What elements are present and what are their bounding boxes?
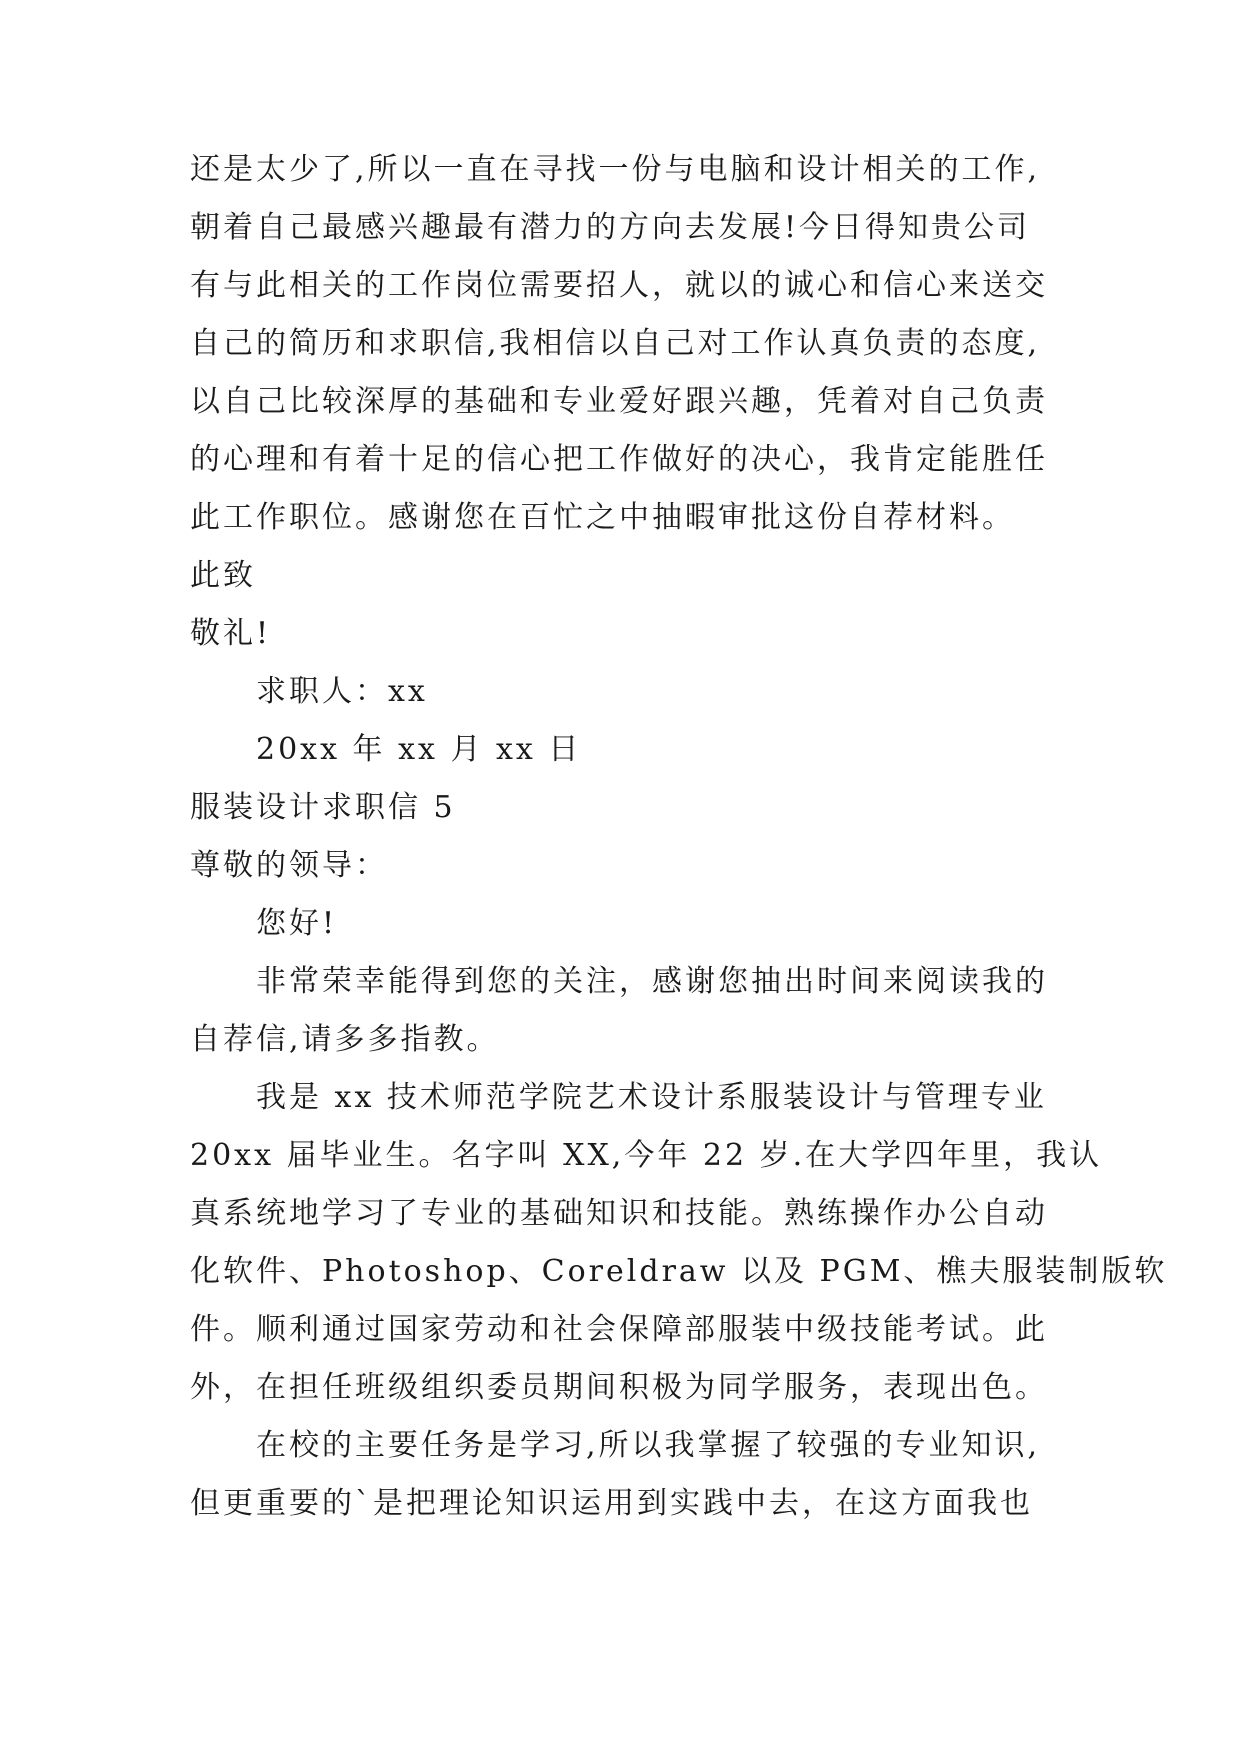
paragraph-line: 还是太少了,所以一直在寻找一份与电脑和设计相关的工作, [190,152,1041,187]
paragraph-line: 有与此相关的工作岗位需要招人，就以的诚心和信心来送交 [190,268,1048,303]
paragraph-line: 化软件、Photoshop、Coreldraw 以及 PGM、樵夫服装制版软 [190,1254,1168,1289]
closing-salutation: 此致 [190,558,256,593]
signature-name: 求职人：xx [256,674,428,709]
paragraph-line: 我是 xx 技术师范学院艺术设计系服装设计与管理专业 [256,1080,1047,1115]
letter-greeting: 尊敬的领导： [190,848,388,883]
paragraph-line: 朝着自己最感兴趣最有潜力的方向去发展!今日得知贵公司 [190,210,1031,245]
paragraph-line: 自己的简历和求职信,我相信以自己对工作认真负责的态度, [190,326,1041,361]
paragraph-line: 自荐信,请多多指教。 [190,1022,500,1057]
section-title: 服装设计求职信 5 [190,790,456,825]
closing-regards: 敬礼! [190,616,272,651]
paragraph-line: 非常荣幸能得到您的关注，感谢您抽出时间来阅读我的 [256,964,1048,999]
paragraph-line: 件。顺利通过国家劳动和社会保障部服装中级技能考试。此 [190,1312,1048,1347]
paragraph-line: 以自己比较深厚的基础和专业爱好跟兴趣，凭着对自己负责 [190,384,1048,419]
signature-date: 20xx 年 xx 月 xx 日 [256,732,582,767]
paragraph-line: 在校的主要任务是学习,所以我掌握了较强的专业知识, [256,1428,1041,1463]
letter-hello: 您好! [256,906,338,941]
paragraph-line: 的心理和有着十足的信心把工作做好的决心，我肯定能胜任 [190,442,1048,477]
paragraph-line: 但更重要的`是把理论知识运用到实践中去，在这方面我也 [190,1486,1033,1521]
paragraph-line: 外，在担任班级组织委员期间积极为同学服务，表现出色。 [190,1370,1048,1405]
paragraph-line: 此工作职位。感谢您在百忙之中抽暇审批这份自荐材料。 [190,500,1015,535]
paragraph-line: 20xx 届毕业生。名字叫 XX,今年 22 岁.在大学四年里，我认 [190,1138,1103,1173]
paragraph-line: 真系统地学习了专业的基础知识和技能。熟练操作办公自动 [190,1196,1048,1231]
